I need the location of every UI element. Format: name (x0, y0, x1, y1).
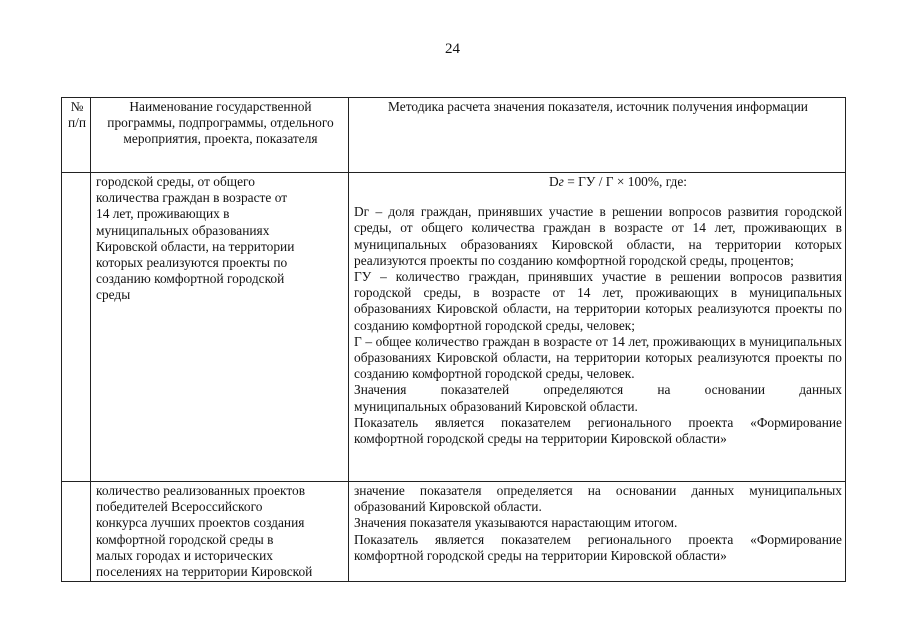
indicator-table (61, 97, 846, 582)
row2-name-cell (91, 482, 349, 582)
header-method-label: Методика расчета значения показателя, источник получения информации (388, 99, 808, 114)
header-name-label: Наименование государственной программы, подпрограммы, отдельного мероприятия, проекта, показателя (107, 99, 334, 147)
row1-method-cell (349, 173, 846, 482)
row1-number-cell (62, 173, 91, 482)
header-number-cell (62, 98, 91, 173)
row1-paragraph-project: Показатель является показателем регионального проекта «Формирование комфортной городской среды на территории Кировской области» (354, 414, 842, 447)
header-method-cell (349, 98, 846, 173)
row1-formula (354, 174, 842, 190)
row2-paragraph-source: значение показателя определяется на основании данных муниципальных образований Кировской области. (354, 483, 842, 515)
row2-number-cell (62, 482, 91, 582)
row2-paragraph-project: Показатель является показателем регионального проекта «Формирование комфортной городской среды на территории Кировской области» (354, 531, 842, 563)
row2-indicator-name: количество реализованных проектов победителей Всероссийского конкурса лучших проектов создания комфортной городской среды в малых городах и исторических поселениях на территории Кировской (96, 483, 313, 580)
table-row (62, 173, 846, 482)
page-number: 24 (445, 41, 460, 57)
row1-name-cell (91, 173, 349, 482)
table-row (62, 482, 846, 582)
row2-paragraph-cumulative: Значения показателя указываются нарастающим итогом. (354, 515, 678, 531)
formula-prefix: D (548, 174, 559, 189)
formula-subscript: г (558, 174, 564, 189)
header-number-label: № п/п (67, 99, 87, 131)
row1-paragraph-values-cont: муниципальных образований Кировской области. (354, 398, 638, 414)
row1-paragraph-values: Значения показателей определяются на основании данных (354, 382, 842, 398)
formula-rest: = ГУ / Г × 100%, где: (563, 174, 688, 189)
table-header-row (62, 98, 846, 173)
row2-method-cell (349, 482, 846, 582)
header-name-cell (91, 98, 349, 173)
row1-paragraph-gu: ГУ – количество граждан, принявших участие в решении вопросов развития городской среды, в возрасте от 14 лет, проживающих в муниципальных образованиях Кировской области, на территории которых реализуются проекты по созданию комфортной городской среды, человек; (354, 269, 842, 333)
row1-paragraph-g: Г – общее количество граждан в возрасте от 14 лет, проживающих в муниципальных образованиях Кировской области, на территории которых реализуются проекты по созданию комфортной городской среды, человек. (354, 333, 842, 382)
row1-paragraph-dg: Dг – доля граждан, принявших участие в решении вопросов развития городской среды, от общего количества граждан в возрасте от 14 лет, проживающих в муниципальных образованиях Кировской области, на территории которых реализуются проекты по созданию комфортной городской среды, процентов; (354, 204, 842, 268)
row1-indicator-name: городской среды, от общего количества граждан в возрасте от 14 лет, проживающих в муниципальных образованиях Кировской области, на территории которых реализуются проекты по созданию комфортной городской среды (96, 174, 295, 303)
